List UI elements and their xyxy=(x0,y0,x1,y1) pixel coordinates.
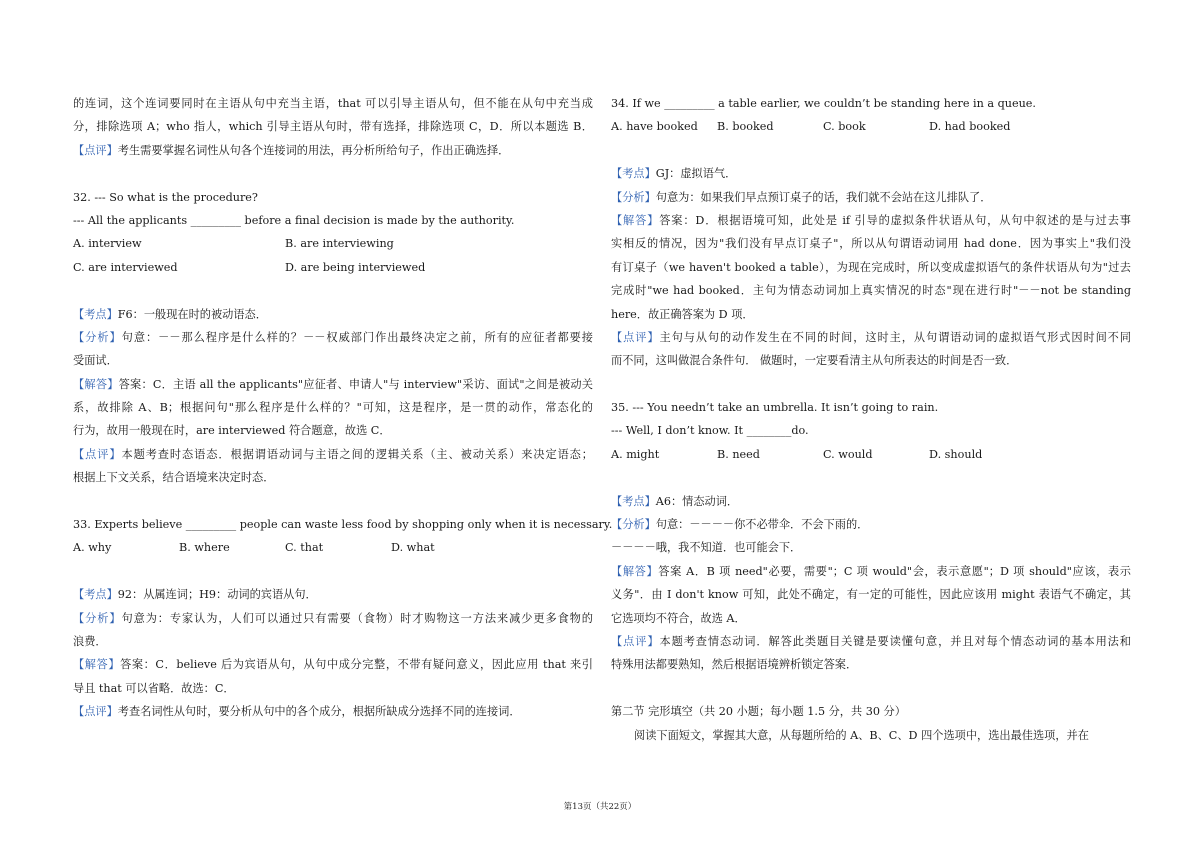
section-heading: 第二节 完形填空（共 20 小题；每小题 1.5 分，共 30 分） xyxy=(611,705,906,719)
jieda-tag: 【解答】 xyxy=(73,377,119,391)
fenxi-tag: 【分析】 xyxy=(73,611,122,625)
question-35-stem-2: --- Well, I don’t know. It ________do. xyxy=(611,424,809,438)
option-a: A. interview xyxy=(73,237,142,251)
option-d: D. should xyxy=(929,447,983,461)
jieda-text: 答案：D．根据语境可知，此处是 if 引导的虚拟条件状语从句，从句中叙述的是与过去事 xyxy=(659,213,1131,227)
jieda-line: here．故正确答案为 D 项． xyxy=(611,307,754,321)
jieda-text: 答案：C．believe 后为宾语从句，从句中成分完整，不带有疑问意义，因此应用 that 来引 xyxy=(120,658,593,672)
dianping-tag: 【点评】 xyxy=(73,447,122,461)
option-a: A. have booked xyxy=(611,120,698,134)
jieda-text: 答案：C．主语 all the applicants"应征者、申请人"与 interview"采访、面试"之间是被动关 xyxy=(118,377,593,391)
kaodian-tag: 【考点】 xyxy=(73,307,118,321)
option-c: C. would xyxy=(823,447,873,461)
fenxi-tag: 【分析】 xyxy=(611,190,656,204)
jieda-line xyxy=(73,373,593,396)
dianping-tag: 【点评】 xyxy=(73,143,118,157)
kaodian-text: F6：一般现在时的被动语态． xyxy=(117,307,267,321)
dianping-text: 考查名词性从句时，要分析从句中的各个成分，根据所缺成分选择不同的连接词． xyxy=(117,705,521,719)
fenxi-line: 受面试． xyxy=(73,354,118,368)
jieda-line: 系，故排除 A、B；根据问句"那么程序是什么样的？"可知，这是程序，是一贯的动作，常态化的 xyxy=(73,401,593,415)
question-32-options-row-2 xyxy=(73,256,593,279)
fenxi-line xyxy=(73,326,593,349)
jieda-line: 行为，故用一般现在时，are interviewed 符合题意，故选 C． xyxy=(73,424,391,438)
option-d: D. are being interviewed xyxy=(285,260,426,274)
option-c: C. are interviewed xyxy=(73,260,178,274)
jieda-line xyxy=(611,560,1131,583)
fenxi-line xyxy=(611,186,1131,209)
question-35-stem: 35. --- You needn’t take an umbrella. It isn’t going to rain. xyxy=(611,401,939,415)
option-b: B. need xyxy=(717,447,760,461)
dianping-line: 而不同，这叫做混合条件句． 做题时，一定要看清主从句所表达的时间是否一致． xyxy=(611,354,1018,368)
option-c: C. book xyxy=(823,120,866,134)
comment-line xyxy=(73,139,593,162)
question-32-options-row-1 xyxy=(73,232,593,255)
jieda-line: 它选项均不符合，故选 A． xyxy=(611,611,746,625)
option-a: A. why xyxy=(73,541,112,555)
section-instruction: 阅读下面短文，掌握其大意，从每题所给的 A、B、C、D 四个选项中，选出最佳选项，并在 xyxy=(634,728,1089,742)
fenxi-line: －－－－哦，我不知道．也可能会下． xyxy=(611,541,802,555)
dianping-tag: 【点评】 xyxy=(611,330,660,344)
dianping-tag: 【点评】 xyxy=(611,634,660,648)
dianping-line xyxy=(73,700,593,723)
dianping-line xyxy=(611,326,1131,349)
option-d: D. had booked xyxy=(929,120,1011,134)
right-column xyxy=(611,92,1131,747)
option-b: B. booked xyxy=(717,120,774,134)
jieda-tag: 【解答】 xyxy=(611,564,659,578)
dianping-line: 特殊用法都要熟知，然后根据语境辨析锁定答案． xyxy=(611,658,858,672)
jieda-tag: 【解答】 xyxy=(611,213,660,227)
jieda-tag: 【解答】 xyxy=(73,658,121,672)
dianping-line: 根据上下文关系，结合语境来决定时态． xyxy=(73,471,275,485)
left-column xyxy=(73,92,613,724)
kaodian-text: A6：情态动词． xyxy=(655,494,739,508)
jieda-text: 答案 A．B 项 need"必要，需要"；C 项 would"会，表示意愿"；D 项 should"应该，表示 xyxy=(658,564,1131,578)
question-34-options xyxy=(611,115,1131,138)
fenxi-text: 句意为：专家认为，人们可以通过只有需要（食物）时才购物这一方法来减少更多食物的 xyxy=(121,611,593,625)
question-32-stem-2: --- All the applicants _________ before a final decision is made by the authority. xyxy=(73,213,515,227)
dianping-text: 本题考查情态动词．解答此类题目关键是要读懂句意，并且对每个情态动词的基本用法和 xyxy=(659,634,1131,648)
kaodian-tag: 【考点】 xyxy=(73,588,118,602)
kaodian-text: 92：从属连词；H9：动词的宾语从句． xyxy=(117,588,317,602)
jieda-line: 义务"．由 I don't know 可知，此处不确定，有一定的可能性，因此应该用 might 表语气不确定，其 xyxy=(611,588,1131,602)
fenxi-line xyxy=(73,607,593,630)
question-35-options xyxy=(611,443,1131,466)
kaodian-line xyxy=(611,490,1131,513)
kaodian-line xyxy=(73,303,593,326)
paragraph-line: 的连词，这个连词要同时在主语从句中充当主语，that 可以引导主语从句，但不能在从句中充当成 xyxy=(73,97,593,110)
option-b: B. are interviewing xyxy=(285,237,394,251)
jieda-line: 实相反的情况，因为"我们没有早点订桌子"，所以从句谓语动词用 had done．因为事实上"我们没 xyxy=(611,237,1131,251)
paragraph-line: 分，排除选项 A；who 指人，which 引导主语从句时，带有选择，排除选项 C，D．所以本题选 B． xyxy=(73,120,593,134)
kaodian-line xyxy=(611,162,1131,185)
fenxi-line: 浪费． xyxy=(73,634,107,648)
kaodian-line xyxy=(73,583,593,606)
comment-text: 考生需要掌握名词性从句各个连接词的用法，再分析所给句子，作出正确选择． xyxy=(117,143,510,157)
jieda-line xyxy=(73,653,593,676)
page-footer: 第13页（共22页） xyxy=(563,802,637,812)
question-34-stem: 34. If we _________ a table earlier, we couldn’t be standing here in a queue. xyxy=(611,97,1036,110)
fenxi-tag: 【分析】 xyxy=(611,518,656,532)
option-d: D. what xyxy=(391,541,435,555)
question-33-options xyxy=(73,536,593,559)
fenxi-text: 句意为：如果我们早点预订桌子的话，我们就不会站在这儿排队了． xyxy=(655,190,992,204)
question-32-stem: 32. --- So what is the procedure? xyxy=(73,190,258,204)
option-a: A. might xyxy=(611,447,660,461)
kaodian-tag: 【考点】 xyxy=(611,167,656,181)
dianping-line xyxy=(73,443,593,466)
dianping-text: 主句与从句的动作发生在不同的时间，这时主，从句谓语动词的虚拟语气形式因时间不同 xyxy=(659,330,1131,344)
dianping-line xyxy=(611,630,1131,653)
kaodian-text: GJ：虚拟语气． xyxy=(655,167,737,181)
fenxi-text: 句意：－－－－你不必带伞．不会下雨的． xyxy=(655,518,869,532)
jieda-line: 有订桌子（we haven't booked a table），为现在完成时，所以变成虚拟语气的条件状语从句为"过去 xyxy=(611,260,1131,274)
dianping-text: 本题考查时态语态．根据谓语动词与主语之间的逻辑关系（主、被动关系）来决定语态； xyxy=(121,447,593,461)
question-33-stem: 33. Experts believe _________ people can waste less food by shopping only when it is necessary. xyxy=(73,518,613,532)
fenxi-line xyxy=(611,513,1131,536)
dianping-tag: 【点评】 xyxy=(73,705,118,719)
fenxi-tag: 【分析】 xyxy=(73,330,122,344)
jieda-line: 完成时"we had booked．主句为情态动词加上真实情况的时态"现在进行时"－－not be standing xyxy=(611,284,1131,298)
jieda-line xyxy=(611,209,1131,232)
option-b: B. where xyxy=(179,541,230,555)
kaodian-tag: 【考点】 xyxy=(611,494,656,508)
fenxi-text: 句意：－－那么程序是什么样的？－－权威部门作出最终决定之前，所有的应征者都要接 xyxy=(121,330,593,344)
option-c: C. that xyxy=(285,541,324,555)
jieda-line: 导且 that 可以省略．故选：C． xyxy=(73,681,235,695)
